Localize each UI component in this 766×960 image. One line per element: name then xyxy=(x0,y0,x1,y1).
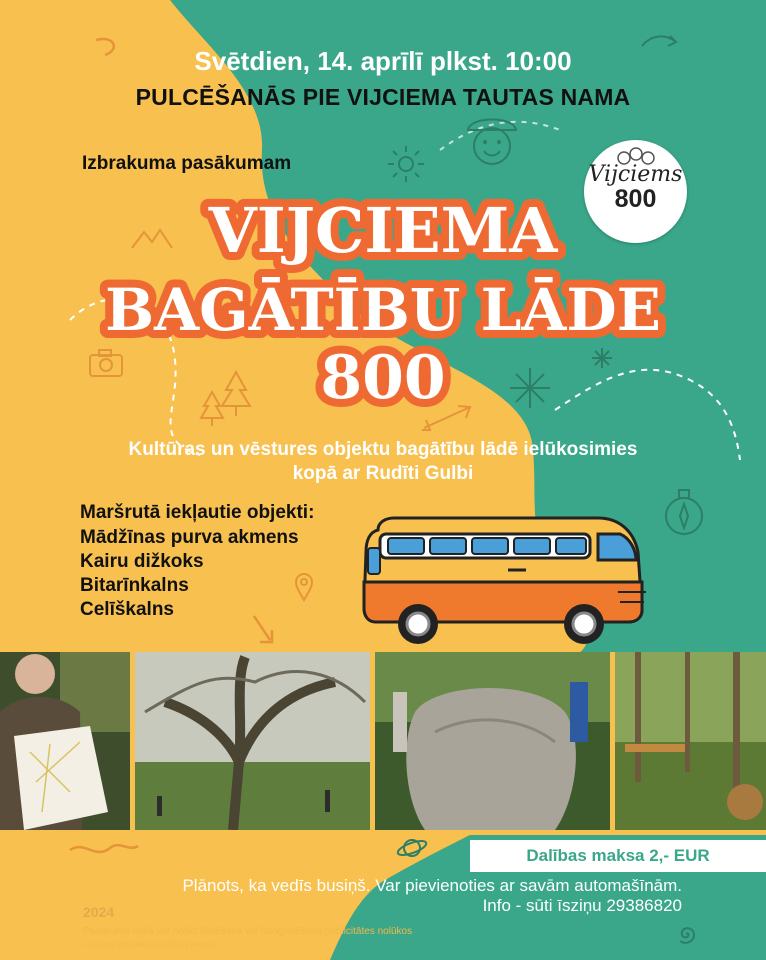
route-item: Kairu dižkoks xyxy=(80,551,204,572)
route-item: Celīškalns xyxy=(80,599,174,620)
main-title xyxy=(0,190,766,420)
transport-note: Plānots, ka vedīs busiņš. Var pievienoties ar savām automašīnām. xyxy=(182,876,682,895)
title-line-3: 800 xyxy=(320,343,446,413)
planet-icon xyxy=(396,832,428,864)
gathering-location: PULCĒŠANĀS PIE VIJCIEMA TAUTAS NAMA xyxy=(135,84,631,110)
filming-notice: Pasākuma laikā var notikt filmēšana vai fotografēšana publicitātes nolūkos xyxy=(83,926,413,937)
man-with-map-image xyxy=(0,652,130,830)
description-line-2: kopā ar Rudīti Gulbi xyxy=(292,463,474,484)
big-stone-image xyxy=(375,652,610,830)
explorer-face-icon xyxy=(460,108,524,172)
year: 2024 xyxy=(83,904,115,920)
info-contact: Info - sūti īsziņu 29386820 xyxy=(482,896,682,915)
bus-illustration xyxy=(358,512,648,650)
route-item: Mādžīnas purva akmens xyxy=(80,527,299,548)
big-stone-photo xyxy=(375,652,610,830)
participation-fee: Dalības maksa 2,- EUR xyxy=(526,846,710,865)
forest-trail-photo xyxy=(615,652,766,830)
spiral-icon xyxy=(670,918,702,950)
old-tree-photo xyxy=(135,652,370,830)
route-item: Bitarīnkalns xyxy=(80,575,189,596)
logo-name: Vijciems xyxy=(588,162,683,187)
event-description xyxy=(60,438,706,486)
forest-trail-image xyxy=(615,652,766,830)
compass-icon xyxy=(662,486,706,538)
event-date: Svētdien, 14. aprīlī plkst. 10:00 xyxy=(194,46,572,76)
participation-fee-box xyxy=(470,840,766,872)
route-list xyxy=(80,526,299,622)
title-line-1: VIJCIEMA xyxy=(208,194,558,267)
route-heading: Maršrutā iekļautie objekti: xyxy=(80,502,315,523)
title-line-2: BAGĀTĪBU LĀDE xyxy=(105,276,661,344)
description-line-1: Kultūras un vēstures objektu bagātību lādē ielūkosimies xyxy=(128,439,638,460)
support-credit: ATBALSTA VIDZEMES KULTŪRAS BIROJS xyxy=(83,943,215,949)
sun-icon xyxy=(384,142,428,186)
intro-text: Izbrakuma pasākumam xyxy=(82,153,292,174)
old-tree-image xyxy=(135,652,370,830)
man-with-map-photo xyxy=(0,652,130,830)
logo-number: 800 xyxy=(614,185,657,213)
